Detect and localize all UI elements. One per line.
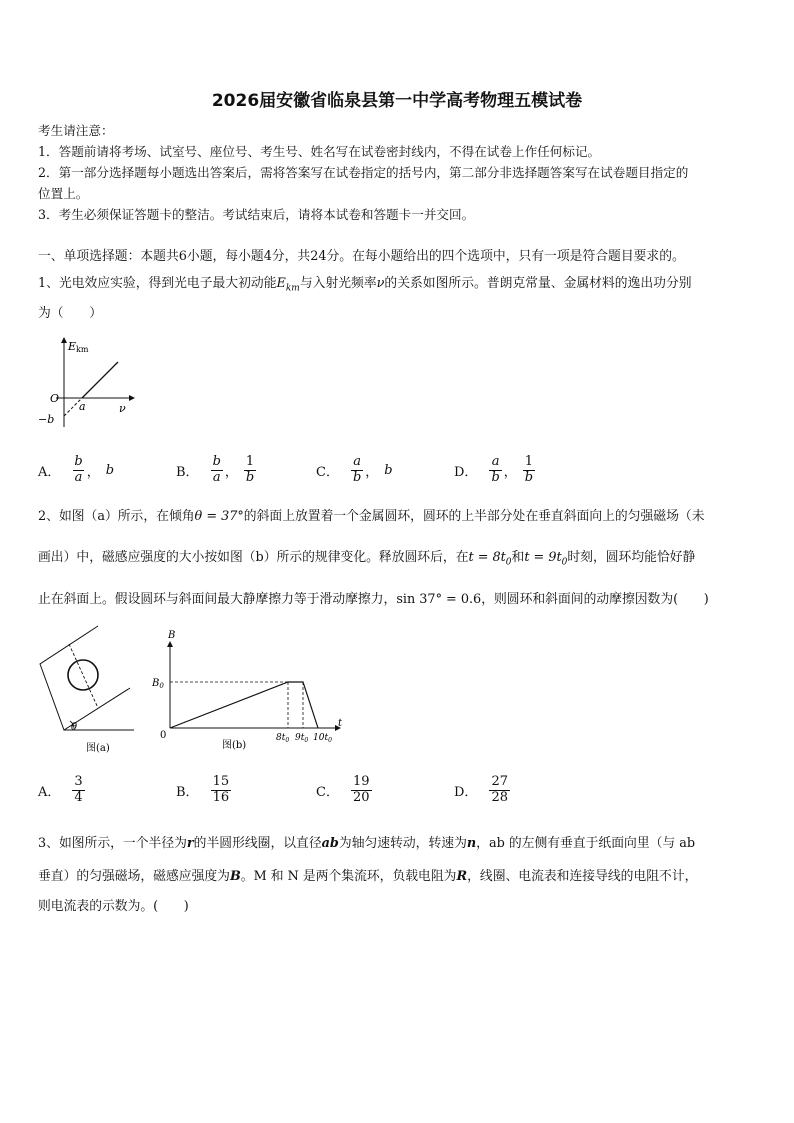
q1-option-d[interactable]: D． $\frac{a}{b}$ ， $\frac{1}{b}$ [454, 454, 534, 485]
q1-ek-symbol: $E_{km}$ [276, 276, 300, 294]
q1-graph [30, 332, 150, 432]
q2-option-c[interactable]: C． $\frac{19}{20}$ [316, 774, 370, 805]
q1-graph-origin: O [50, 392, 60, 405]
q1-text-c: 的关系如图所示。普朗克常量、金属材料的逸出功分别 [384, 276, 692, 291]
q2b-8t0: $8t_0$ [276, 733, 290, 744]
question-2-stem: 2、如图（a）所示，在倾角θ = 37°的斜面上放置着一个金属圆环，圆环的上半部分处在垂直斜面向上的匀强磁场（未 [38, 509, 705, 524]
notice-item-2: 2．第一部分选择题每小题选出答案后，需将答案写在试卷指定的括号内，第二部分非选择题答案写在试卷题目指定的 [38, 165, 689, 180]
question-1-stem [38, 272, 692, 294]
q2-caption-a: 图(a) [86, 743, 110, 754]
page-title: 2026届安徽省临泉县第一中学高考物理五模试卷 [211, 91, 583, 111]
q2b-9t0: $9t_0$ [295, 733, 309, 744]
q2-option-d[interactable]: D． $\frac{27}{28}$ [454, 774, 508, 805]
question-3-stem-line2: 垂直）的匀强磁场，磁感应强度为B。M 和 N 是两个集流环，负载电阻为R，线圈、电流表和连接导线的电阻不计， [38, 869, 698, 884]
question-2-stem-line3: 止在斜面上。假设圆环与斜面间最大静摩擦力等于滑动摩擦力，sin 37° = 0.6，则圆环和斜面间的动摩擦因数为( ) [38, 592, 709, 607]
question-3-stem-line3: 则电流表的示数为。( ) [38, 899, 189, 914]
q2-sin: sin 37° = 0.6 [396, 592, 482, 607]
q1-option-c[interactable]: C． $\frac{a}{b}$ ， b [316, 454, 393, 485]
q2-field-boundary [69, 644, 98, 708]
notice-item-2-cont: 位置上。 [38, 186, 89, 201]
q1-text-b: 与入射光频率 [299, 276, 377, 291]
q2-option-b[interactable]: B． $\frac{15}{16}$ [176, 774, 230, 805]
q2-theta: θ = 37° [194, 509, 244, 524]
q2-t1: $t = 8t_0$ [468, 550, 512, 568]
q1-text-a: 1、光电效应实验，得到光电子最大初动能 [38, 276, 277, 291]
q1-option-a[interactable]: A． $\frac{b}{a}$ ， b [38, 454, 115, 485]
q1-graph-ylabel: Ekm [68, 340, 89, 354]
section-heading: 一、单项选择题：本题共6小题，每小题4分，共24分。在每小题给出的四个选项中，只有一项是符合题目要求的。 [38, 249, 685, 264]
q1-graph-xlabel: ν [119, 402, 126, 415]
q2b-b0-label: $B_0$ [152, 678, 164, 690]
q2b-caption: 图(b) [222, 740, 247, 751]
q2-figure-b [150, 628, 350, 753]
q2b-10t0: $10t_0$ [313, 733, 332, 744]
q2b-field-curve [170, 682, 318, 728]
q2-t2: $t = 9t_0$ [524, 550, 568, 568]
notice-heading: 考生请注意： [38, 123, 114, 138]
notice-item-3: 3．考生必须保证答题卡的整洁。考试结束后，请将本试卷和答题卡一并交回。 [38, 207, 475, 222]
q2b-ylabel: B [168, 630, 176, 641]
q1-graph-a: a [79, 400, 86, 413]
q1-option-b[interactable]: B． $\frac{b}{a}$ ， $\frac{1}{b}$ [176, 454, 255, 485]
q1-graph-neg-b: −b [38, 413, 55, 426]
question-3-stem: 3、如图所示，一个半径为r的半圆形线圈，以直径ab为轴匀速转动，转速为n，ab 的左侧有垂直于纸面向里（与 ab [38, 836, 696, 851]
question-1-stem-cont: 为（ ） [38, 306, 102, 321]
q2b-xlabel: t [338, 718, 343, 729]
notice-item-1: 1．答题前请将考场、试室号、座位号、考生号、姓名写在试卷密封线内，不得在试卷上作任何标记。 [38, 144, 601, 159]
q2-figure-a [36, 622, 146, 757]
q1-graph-line [82, 362, 118, 398]
q2-theta-label: θ [71, 722, 78, 733]
q1-nu-symbol: ν [376, 276, 385, 291]
q2-option-a[interactable]: A． $\frac{3}{4}$ [38, 774, 83, 805]
q2b-origin: 0 [160, 730, 167, 741]
q2-incline-block [40, 626, 130, 730]
question-2-stem-line2: 画出）中，磁感应强度的大小按如图（b）所示的规律变化。释放圆环后，在$t = 8t_0$和$t = 9t_0$时刻，圆环均能恰好静 [38, 550, 696, 568]
q2-metal-ring [68, 660, 98, 690]
